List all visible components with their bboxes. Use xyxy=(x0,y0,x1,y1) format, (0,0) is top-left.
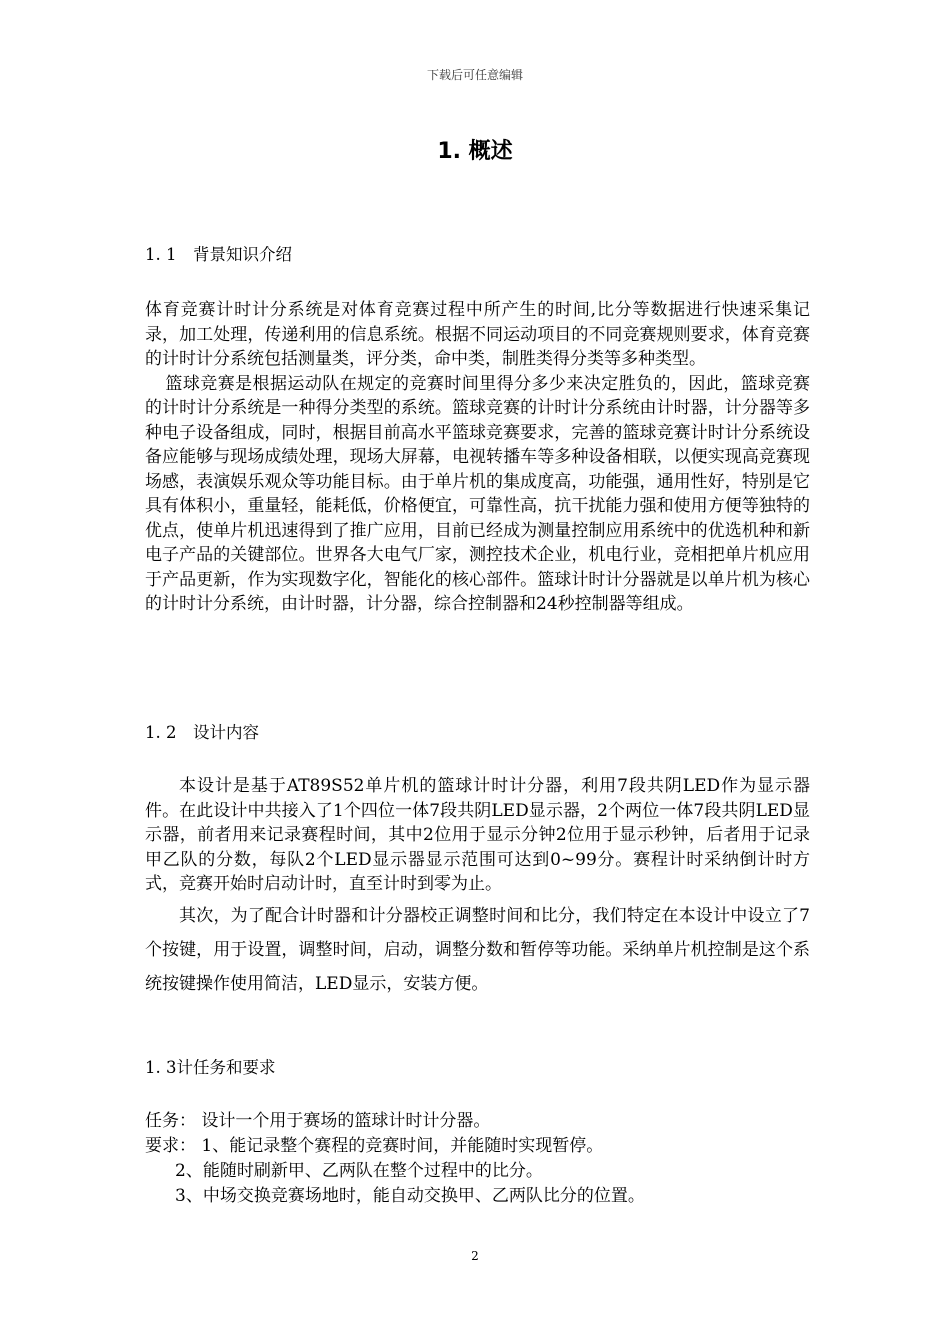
requirement-line: 要求： 1、能记录整个赛程的竞赛时间，并能随时实现暂停。 xyxy=(145,1136,604,1156)
section-body-background xyxy=(145,298,810,617)
paragraph: 本设计是基于AT89S52单片机的篮球计时计分器，利用7段共阴LED作为显示器件。在此设计中共接入了1个四位一体7段共阴LED显示器，2个两位一体7段共阴LED显示器，前者用来记录赛程时间，其中2位用于显示分钟2位用于显示秒钟，后者用于记录甲乙队的分数，每队2个LED显示器显示范围可达到0~99分。赛程计时采纳倒计时方式，竞赛开始时启动计时，直至计时到零为止。 xyxy=(145,776,810,894)
paragraph: 篮球竞赛是根据运动队在规定的竞赛时间里得分多少来决定胜负的，因此，篮球竞赛的计时计分系统是一种得分类型的系统。篮球竞赛的计时计分系统由计时器，计分器等多种电子设备组成，同时，根据目前高水平篮球竞赛要求，完善的篮球竞赛计时计分系统设备应能够与现场成绩处理，现场大屏幕，电视转播车等多种设备相联，以便实现高竞赛现场感，表演娱乐观众等功能目标。由于单片机的集成度高，功能强，通用性好，特别是它具有体积小，重量轻，能耗低，价格便宜，可靠性高，抗干扰能力强和使用方便等独特的优点，使单片机迅速得到了推广应用，目前已经成为测量控制应用系统中的优选机种和新电子产品的关键部位。世界各大电气厂家，测控技术企业，机电行业，竞相把单片机应用于产品更新，作为实现数字化，智能化的核心部件。篮球计时计分器就是以单片机为核心的计时计分系统，由计时器，计分器，综合控制器和24秒控制器等组成。 xyxy=(145,373,810,614)
section-body-tasks xyxy=(145,1109,810,1209)
paragraph: 其次，为了配合计时器和计分器校正调整时间和比分，我们特定在本设计中设立了7个按键，用于设置，调整时间，启动，调整分数和暂停等功能。采纳单片机控制是这个系统按键操作使用简洁，LED显示，安装方便。 xyxy=(145,905,810,994)
section-body-design xyxy=(145,774,810,1001)
header-note: 下载后可任意编辑 xyxy=(426,68,523,82)
section-heading-design: 1. 2 设计内容 xyxy=(145,723,259,742)
page-number: 2 xyxy=(471,1249,479,1263)
section-heading-background: 1. 1 背景知识介绍 xyxy=(145,245,292,264)
paragraph: 体育竞赛计时计分系统是对体育竞赛过程中所产生的时间,比分等数据进行快速采集记录，加工处理，传递利用的信息系统。根据不同运动项目的不同竞赛规则要求，体育竞赛的计时计分系统包括测量类，评分类，命中类，制胜类得分类等多种类型。 xyxy=(145,300,810,369)
task-line: 任务： 设计一个用于赛场的篮球计时计分器。 xyxy=(145,1111,491,1131)
page-title: 1. 概述 xyxy=(437,139,513,164)
requirement-line: 3、中场交换竞赛场地时，能自动交换甲、乙两队比分的位置。 xyxy=(175,1186,645,1206)
section-heading-tasks: 1. 3计任务和要求 xyxy=(145,1058,276,1077)
requirement-line: 2、能随时刷新甲、乙两队在整个过程中的比分。 xyxy=(175,1161,543,1181)
